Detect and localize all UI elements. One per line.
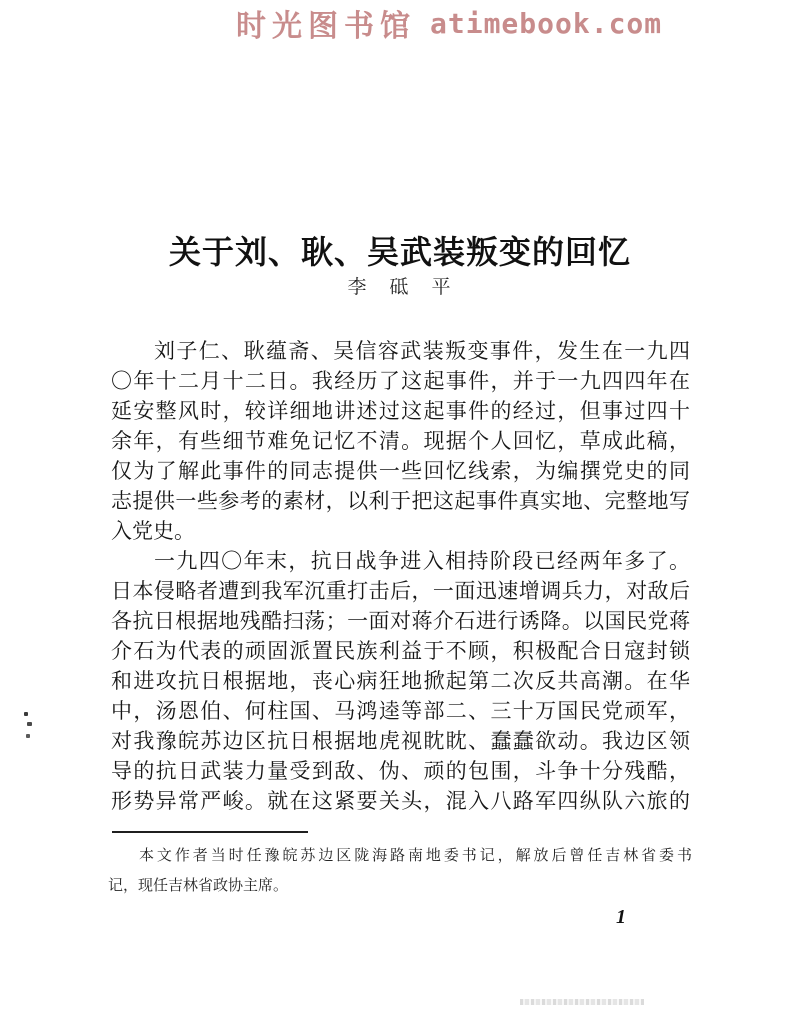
text-line: 志提供一些参考的素材，以利于把这起事件真实地、完整地写 xyxy=(111,489,690,513)
ink-speck xyxy=(26,734,30,738)
article-title: 关于刘、耿、吴武装叛变的回忆 xyxy=(168,234,631,271)
faint-print-artifact xyxy=(520,999,644,1005)
watermark-cn-text: 时光图书馆 xyxy=(236,10,416,43)
text-line: 导的抗日武装力量受到敌、伪、顽的包围，斗争十分残酷， xyxy=(111,759,690,783)
text-line: 各抗日根据地残酷扫荡；一面对蒋介石进行诱降。以国民党蒋 xyxy=(111,609,690,633)
text-line: 和进攻抗日根据地，丧心病狂地掀起第二次反共高潮。在华 xyxy=(111,669,690,693)
text-line: 刘子仁、耿蕴斋、吴信容武装叛变事件，发生在一九四 xyxy=(154,339,690,363)
article-body xyxy=(111,336,690,816)
text-line: 形势异常严峻。就在这紧要关头，混入八路军四纵队六旅的 xyxy=(111,789,690,813)
text-line: 余年，有些细节难免记忆不清。现据个人回忆，草成此稿， xyxy=(111,429,690,453)
footnote xyxy=(108,841,692,901)
watermark xyxy=(236,4,662,42)
text-line: 中，汤恩伯、何柱国、马鸿逵等部二、三十万国民党顽军， xyxy=(111,699,690,723)
text-line: 仅为了解此事件的同志提供一些回忆线索，为编撰党史的同 xyxy=(111,459,690,483)
text-line: 对我豫皖苏边区抗日根据地虎视眈眈、蠢蠢欲动。我边区领 xyxy=(111,729,690,753)
text-line: 本文作者当时任豫皖苏边区陇海路南地委书记，解放后曾任吉林省委书 xyxy=(139,848,692,864)
paragraph-1 xyxy=(111,336,690,546)
text-line: 介石为代表的顽固派置民族利益于不顾，积极配合日寇封锁 xyxy=(111,639,690,663)
text-line: 延安整风时，较详细地讲述过这起事件的经过，但事过四十 xyxy=(111,399,690,423)
ink-speck xyxy=(27,722,32,726)
paragraph-2 xyxy=(111,546,690,816)
text-line: 日本侵略者遭到我军沉重打击后，一面迅速增调兵力，对敌后 xyxy=(111,579,690,603)
page-number: 1 xyxy=(616,906,626,928)
ink-speck xyxy=(24,712,28,716)
text-line: 记，现任吉林省政协主席。 xyxy=(108,878,289,894)
watermark-site-text: atimebook.com xyxy=(430,6,663,40)
footnote-separator xyxy=(112,831,308,833)
text-line: 一九四〇年末，抗日战争进入相持阶段已经两年多了。 xyxy=(154,549,690,573)
text-line: 〇年十二月十二日。我经历了这起事件，并于一九四四年在 xyxy=(111,369,690,393)
text-line: 入党史。 xyxy=(111,519,195,543)
article-author: 李 砥 平 xyxy=(347,277,453,298)
